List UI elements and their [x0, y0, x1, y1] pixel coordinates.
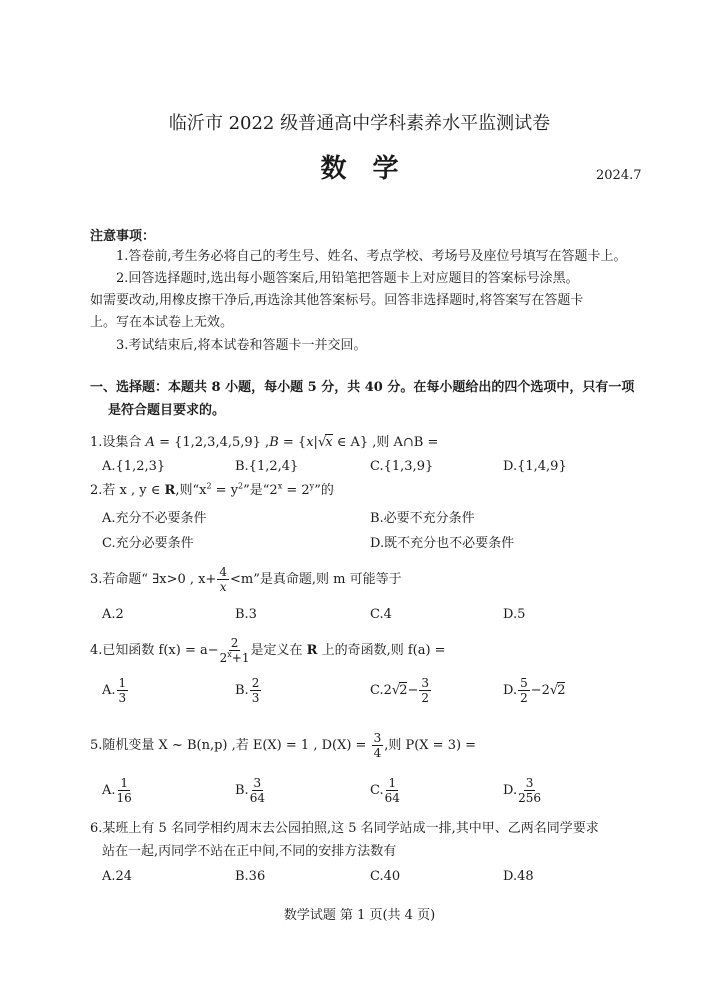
q2-option-a: A.充分不必要条件	[102, 511, 207, 526]
q3-option-d: D.5	[503, 607, 526, 622]
exam-title: 临沂市 2022 级普通高中学科素养水平监测试卷	[168, 113, 551, 134]
question-6: 6.某班上有 5 名同学相约周末去公园拍照,这 5 名同学站成一排,其中甲、乙两名同学要求	[90, 821, 599, 836]
q5-option-b: B. $\frac{3}{64}$	[235, 776, 265, 805]
q6-option-b: B.36	[235, 869, 266, 884]
note-1: 1.答卷前,考生务必将自己的考生号、姓名、考点学校、考场号及座位号填写在答题卡上。	[116, 249, 627, 264]
q3-option-c: C.4	[370, 607, 392, 622]
q2-option-d: D.既不充分也不必要条件	[370, 536, 515, 551]
note-2-cont: 如需要改动,用橡皮擦干净后,再选涂其他答案标号。回答非选择题时,将答案写在答题卡	[90, 293, 584, 308]
section-heading-cont: 是符合题目要求的。	[108, 403, 226, 418]
q4-option-b: B. $\frac{2}{3}$	[235, 676, 260, 705]
q4-option-d: D. $\frac{5}{2}$ −2√2	[503, 676, 566, 705]
q4-option-c: C.2√2− $\frac{3}{2}$	[370, 676, 430, 705]
q5-option-a: A. $\frac{1}{16}$	[102, 776, 132, 805]
q3-option-a: A.2	[102, 607, 124, 622]
q1-option-c: C.{1,3,9}	[370, 459, 434, 474]
question-3: 3.若命题“ ∃x>0 , x+ $\frac{4}{x}$ <m”是真命题,则 m 可能等于	[90, 565, 402, 594]
exam-date: 2024.7	[596, 168, 642, 183]
q1-option-b: B.{1,2,4}	[235, 459, 299, 474]
question-5: 5.随机变量 X ~ B(n,p) ,若 E(X) = 1 , D(X) = $\frac{3}{4}$ ,则 P(X = 3) =	[90, 731, 477, 760]
question-6-cont: 站在一起,丙同学不站在正中间,不同的安排方法数有	[102, 844, 397, 859]
q6-option-d: D.48	[503, 869, 534, 884]
note-3: 3.考试结束后,将本试卷和答题卡一并交回。	[116, 338, 367, 353]
q6-option-c: C.40	[370, 869, 401, 884]
subject-title: 数 学	[320, 154, 399, 184]
notes-label: 注意事项：	[90, 229, 156, 244]
question-1: 1.设集合 A = {1,2,3,4,5,9} ,B = {x|√x ∈ A} ,则 A∩B =	[90, 435, 439, 450]
page-footer: 数学试题 第 1 页(共 4 页)	[283, 908, 436, 923]
note-2-end: 上。写在本试卷上无效。	[90, 315, 234, 330]
q1-option-d: D.{1,4,9}	[503, 459, 567, 474]
question-4: 4.已知函数 f(x) = a− $\frac{2}{2^x+1}$ 是定义在 R 上的奇函数,则 f(a) =	[90, 636, 446, 665]
q2-option-b: B.必要不充分条件	[370, 511, 475, 526]
q3-option-b: B.3	[235, 607, 257, 622]
q4-option-a: A. $\frac{1}{3}$	[102, 676, 127, 705]
note-2: 2.回答选择题时,选出每小题答案后,用铅笔把答题卡上对应题目的答案标号涂黑。	[116, 271, 579, 286]
q6-option-a: A.24	[102, 869, 133, 884]
q5-option-d: D. $\frac{3}{256}$	[503, 776, 541, 805]
q5-option-c: C. $\frac{1}{64}$	[370, 776, 400, 805]
q1-option-a: A.{1,2,3}	[102, 459, 166, 474]
question-2: 2.若 x , y ∈ R,则“$x^2 = y^2$”是“$2^x = 2^y$”的	[90, 481, 334, 498]
section-heading: 一、选择题：本题共 8 小题，每小题 5 分，共 40 分。在每小题给出的四个选项中，只有一项	[90, 380, 635, 395]
q2-option-c: C.充分必要条件	[102, 536, 194, 551]
